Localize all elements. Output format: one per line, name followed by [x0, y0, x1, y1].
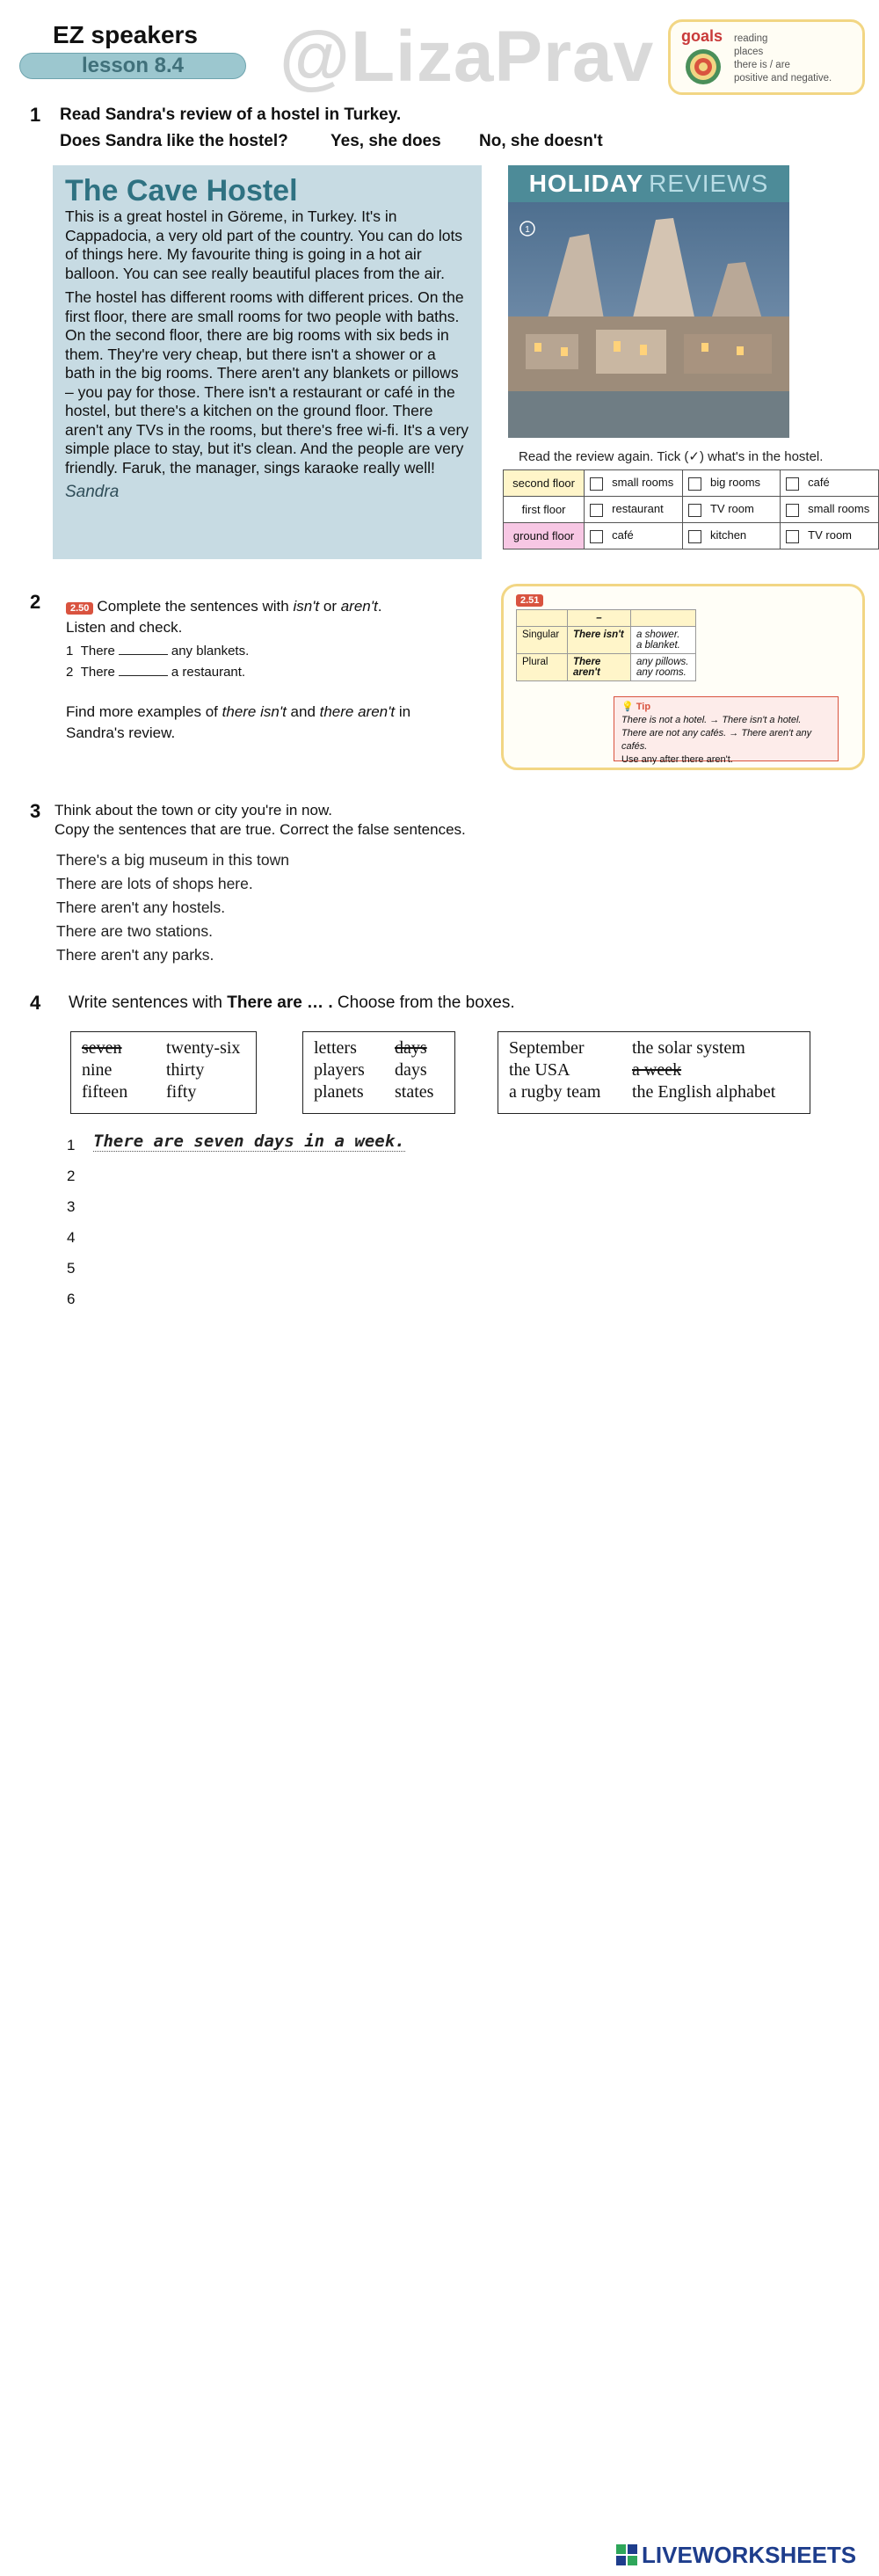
section-number: 3: [30, 800, 41, 822]
instruction-text: and: [286, 703, 320, 720]
instruction-text: Complete the sentences with: [97, 598, 294, 615]
instruction-word: aren't: [340, 598, 378, 615]
holiday-word: HOLIDAY: [528, 170, 644, 197]
holiday-reviews-header: [508, 165, 789, 202]
word-chip: the solar system: [632, 1038, 745, 1058]
answer-line-number: 6: [67, 1291, 76, 1307]
goal-item: reading: [734, 33, 768, 44]
cave-hostel-photo: [508, 202, 789, 438]
liveworksheets-text: LIVEWORKSHEETS: [642, 2542, 857, 2568]
instruction-word: there aren't: [319, 703, 396, 720]
word-chip: twenty-six: [166, 1038, 241, 1058]
tick-option[interactable]: [585, 497, 683, 523]
tip-line: Use any after there aren't.: [621, 754, 733, 765]
instruction-text: .: [377, 598, 382, 615]
word-chip: days: [395, 1038, 427, 1058]
answer-input[interactable]: [93, 1166, 708, 1187]
lightbulb-icon: 💡: [621, 702, 634, 712]
answer-input[interactable]: [93, 1227, 708, 1248]
word-chip: states: [395, 1082, 434, 1102]
grammar-example: a shower.: [636, 629, 680, 640]
section2-instruction: [66, 598, 381, 615]
audio-play-icon[interactable]: 2.51: [516, 594, 543, 607]
liveworksheets-logo: [615, 2542, 856, 2569]
review-passage: [53, 165, 482, 559]
option-label: café: [808, 476, 830, 490]
word-chip: a week: [632, 1060, 682, 1080]
section3-instruction: Think about the town or city you're in now.: [54, 802, 333, 819]
word-chip: planets: [314, 1082, 364, 1102]
section4-instruction: [69, 993, 515, 1013]
answer-line-number: 2: [67, 1168, 76, 1184]
floor-label: second floor: [504, 470, 585, 497]
table-row: [517, 654, 696, 681]
answer-line-number: 3: [67, 1198, 76, 1215]
floor-label: first floor: [504, 497, 585, 523]
example-answer: There are seven days in a week.: [93, 1132, 405, 1151]
item-text: There: [80, 644, 115, 659]
passage-paragraph: The hostel has different rooms with different prices. On the first floor, there are small rooms for two people with baths. On the second floor, there are big rooms with six beds in them. They're very cheap, but there isn't a shower or a bath in the big rooms. There aren't any blankets or pillows – you pay for those. There isn't a restaurant or café in the hostel, but there's a kitchen on the ground floor. There aren't any TVs in the rooms, but there's free wi-fi. It's a very simple place to stay, but it's clean. And the people are very friendly. Faruk, the manager, sings karaoke really well!: [65, 288, 469, 477]
tip-line: There is not a hotel. → There isn't a hotel.: [621, 715, 802, 725]
tick-option[interactable]: [781, 470, 879, 497]
checkbox[interactable]: [688, 477, 701, 491]
grammar-example: any pillows.: [636, 657, 689, 667]
word-chip: players: [314, 1060, 365, 1080]
option-label: kitchen: [709, 528, 747, 542]
option-label: restaurant: [612, 502, 664, 516]
goals-panel: [668, 19, 865, 95]
instruction-text: in: [395, 703, 411, 720]
table-header: –: [568, 610, 631, 627]
table-row: [517, 610, 696, 627]
word-chip: seven: [82, 1038, 122, 1058]
answer-input[interactable]: [93, 1197, 708, 1218]
word-chip: days: [395, 1060, 427, 1080]
option-label: TV room: [808, 528, 853, 542]
item-text: any blankets.: [171, 644, 250, 659]
word-chip: fifty: [166, 1082, 197, 1102]
image-number-badge: 1: [525, 225, 530, 235]
section1-instruction: Read Sandra's review of a hostel in Turkey.: [60, 106, 402, 124]
grammar-form: There isn't: [568, 627, 631, 654]
statement-sentence: There aren't any parks.: [56, 946, 214, 964]
tick-option[interactable]: [781, 523, 879, 549]
watermark-text: @LizaPrav: [280, 17, 655, 97]
answer-line-number: 4: [67, 1229, 76, 1246]
word-chip: a rugby team: [509, 1082, 601, 1102]
instruction-text: Find more examples of: [66, 703, 222, 720]
grammar-examples: [631, 654, 696, 681]
table-row: [504, 497, 879, 523]
grammar-row-label: Plural: [517, 654, 568, 681]
checkbox[interactable]: [688, 530, 701, 543]
instruction-word: isn't: [293, 598, 320, 615]
passage-title: The Cave Hostel: [65, 174, 298, 207]
table-row: [504, 523, 879, 549]
tip-box: [614, 696, 839, 765]
answer-option-no[interactable]: No, she doesn't: [479, 132, 603, 150]
section-number: 4: [30, 992, 41, 1014]
answer-input[interactable]: [93, 1258, 708, 1279]
section3-instruction-2: Copy the sentences that are true. Correct the false sentences.: [54, 821, 466, 838]
answer-line-number: 5: [67, 1260, 76, 1277]
option-label: TV room: [709, 502, 754, 516]
goals-list: [734, 33, 832, 85]
audio-play-icon[interactable]: 2.50: [66, 602, 93, 615]
reviews-word: REVIEWS: [649, 170, 769, 197]
statement-sentence: There are lots of shops here.: [56, 875, 253, 892]
instruction-word: there isn't: [222, 703, 287, 720]
word-chip: fifteen: [82, 1082, 128, 1102]
tick-table: [503, 469, 879, 549]
item-text: There: [80, 665, 115, 680]
checkbox[interactable]: [590, 530, 603, 543]
tick-option[interactable]: [585, 470, 683, 497]
tick-option[interactable]: [682, 523, 780, 549]
section-number: 2: [30, 591, 41, 613]
tick-option[interactable]: [682, 470, 780, 497]
checkbox[interactable]: [786, 530, 799, 543]
tip-title: [621, 701, 831, 714]
grammar-example: any rooms.: [636, 667, 686, 678]
table-cell: [517, 610, 568, 627]
checkbox[interactable]: [590, 504, 603, 517]
goals-title: goals: [681, 27, 723, 45]
section2-listen: Listen and check.: [66, 619, 183, 636]
item-number: 1: [66, 644, 74, 659]
statement-sentence: There are two stations.: [56, 922, 213, 940]
option-label: small rooms: [808, 502, 870, 516]
word-box-numbers: [70, 1031, 257, 1114]
instruction-text: or: [319, 598, 341, 615]
word-chip: September: [509, 1038, 585, 1058]
table-row: [504, 470, 879, 497]
grammar-row-label: Singular: [517, 627, 568, 654]
target-icon: [685, 48, 722, 85]
checkbox[interactable]: [590, 477, 603, 491]
word-chip: the USA: [509, 1060, 570, 1080]
holiday-reviews-image: [508, 165, 789, 438]
item-text: a restaurant.: [171, 665, 246, 680]
word-box-nouns: [302, 1031, 455, 1114]
statement-sentence: There's a big museum in this town: [56, 851, 289, 869]
tip-line: There are not any cafés. → There aren't any cafés.: [621, 728, 812, 752]
tick-option[interactable]: [682, 497, 780, 523]
grammar-form: There aren't: [568, 654, 631, 681]
goal-item: positive and negative.: [734, 73, 832, 84]
gap-fill-item: [66, 665, 245, 680]
goal-item: there is / are: [734, 60, 790, 70]
section1-question: Does Sandra like the hostel?: [60, 132, 288, 150]
find-examples-instruction-2: Sandra's review.: [66, 724, 176, 741]
grammar-examples: [631, 627, 696, 654]
word-chip: the English alphabet: [632, 1082, 776, 1102]
brand-title: EZ speakers: [53, 21, 198, 48]
goal-item: places: [734, 47, 764, 57]
answer-option-yes[interactable]: Yes, she does: [331, 132, 441, 150]
word-chip: letters: [314, 1038, 357, 1058]
grammar-table: [516, 609, 696, 681]
tick-option[interactable]: [585, 523, 683, 549]
lesson-badge: lesson 8.4: [19, 53, 246, 79]
tick-instruction: Read the review again. Tick (✓) what's in the hostel.: [519, 449, 824, 464]
statement-sentence: There aren't any hostels.: [56, 899, 226, 916]
answer-blank[interactable]: [119, 654, 168, 655]
table-cell: [631, 610, 696, 627]
instruction-word: There are … .: [227, 993, 333, 1012]
option-label: café: [612, 528, 634, 542]
word-chip: thirty: [166, 1060, 205, 1080]
checkbox[interactable]: [786, 477, 799, 491]
answer-blank[interactable]: [119, 675, 168, 676]
instruction-text: Write sentences with: [69, 993, 228, 1012]
passage-signature: Sandra: [65, 483, 120, 501]
word-chip: nine: [82, 1060, 113, 1080]
tip-title-text: Tip: [636, 702, 651, 712]
option-label: big rooms: [709, 476, 761, 490]
grammar-example: a blanket.: [636, 640, 680, 651]
liveworksheets-icon: [615, 2543, 638, 2566]
section-number: 1: [30, 104, 41, 126]
answer-input[interactable]: [93, 1289, 708, 1310]
answer-line-number: 1: [67, 1137, 76, 1153]
find-examples-instruction: [66, 703, 410, 721]
tick-option[interactable]: [781, 497, 879, 523]
item-number: 2: [66, 665, 74, 680]
passage-paragraph: This is a great hostel in Göreme, in Turkey. It's in Cappadocia, a very old part of the country. You can do lots of things here. My favourite thing is going in a hot air balloon. You can see really beautiful places from the air.: [65, 207, 463, 282]
floor-label: ground floor: [504, 523, 585, 549]
checkbox[interactable]: [786, 504, 799, 517]
word-box-places: [498, 1031, 810, 1114]
instruction-text: Choose from the boxes.: [332, 993, 515, 1012]
gap-fill-item: [66, 644, 249, 659]
table-row: [517, 627, 696, 654]
checkbox[interactable]: [688, 504, 701, 517]
option-label: small rooms: [612, 476, 674, 490]
